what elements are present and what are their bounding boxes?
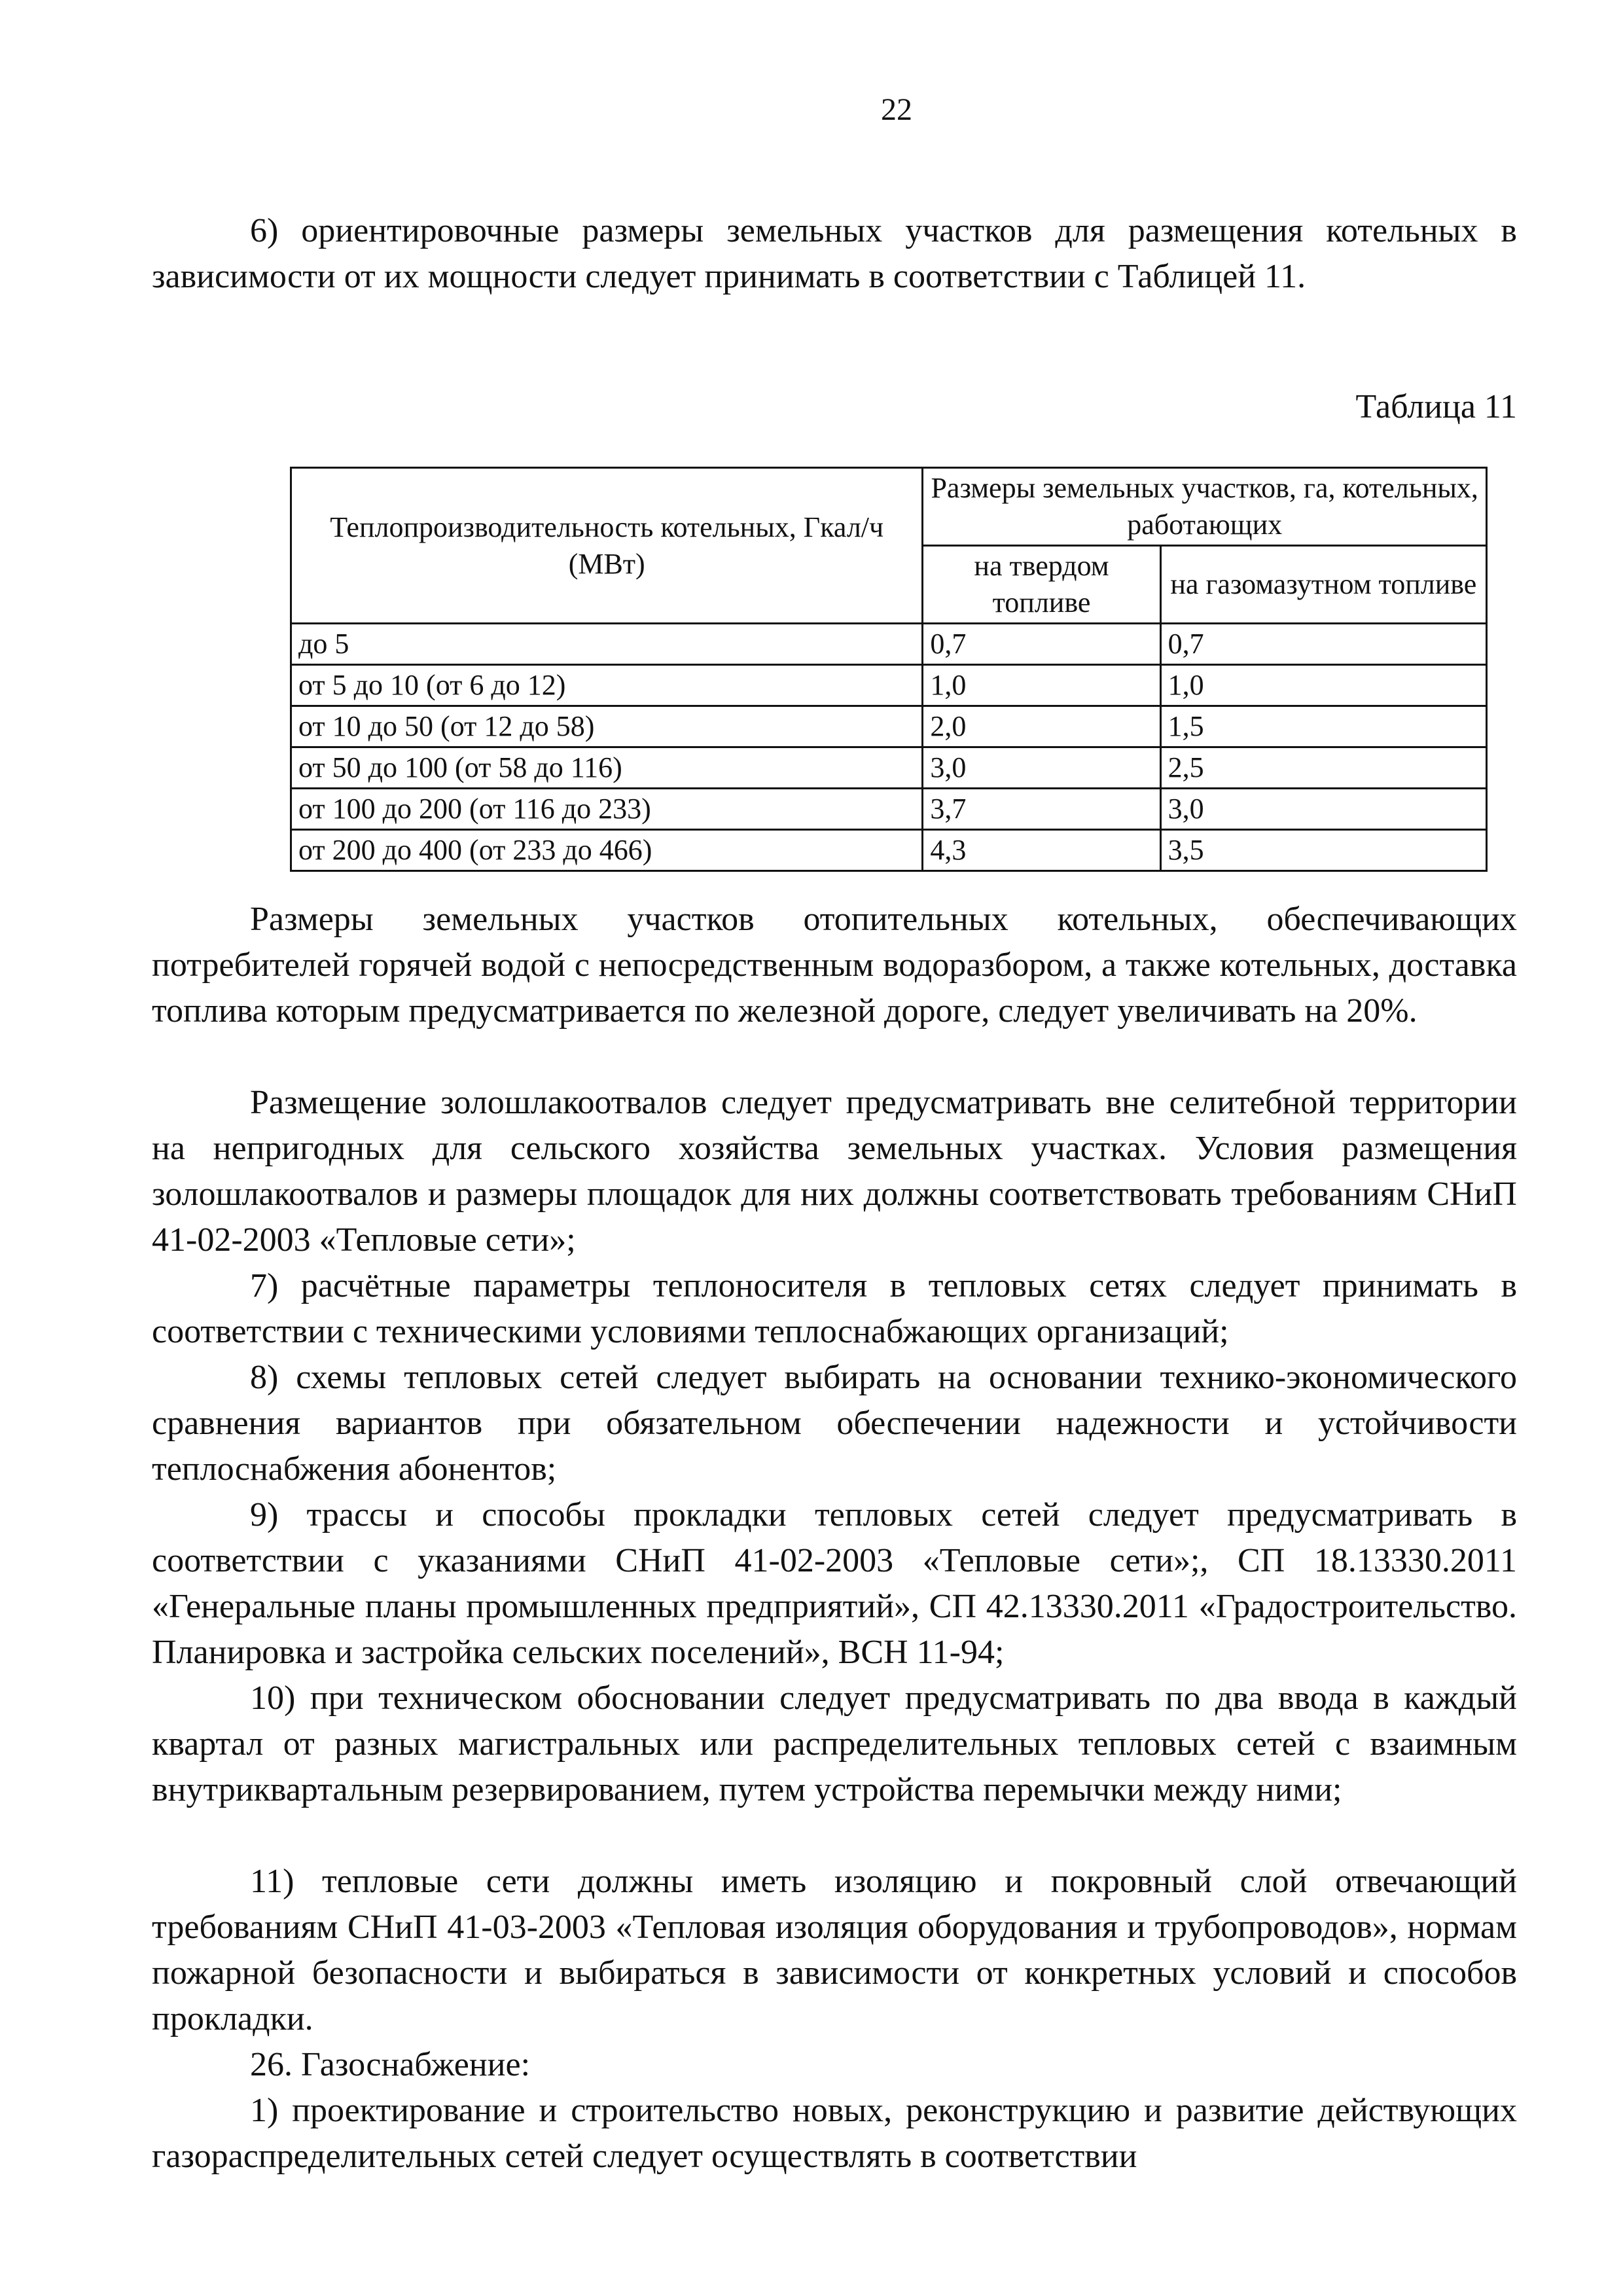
item-7-paragraph: 7) расчётные параметры теплоносителя в тепловых сетях следует принимать в соответствии с техническими условиями теплоснабжающих организаций;: [152, 1267, 1517, 1350]
capacity-cell: от 10 до 50 (от 12 до 58): [291, 706, 923, 747]
gas-supply-heading: 26. Газоснабжение:: [250, 2046, 531, 2083]
intro-paragraph: 6) ориентировочные размеры земельных участков для размещения котельных в зависимости от их мощности следует принимать в соответствии с Таблицей 11.: [152, 212, 1517, 295]
ash-dump-paragraph: Размещение золошлакоотвалов следует предусматривать вне селитебной территории на непригодных для сельского хозяйства земельных участках. Условия размещения золошлакоотвалов и размеры площадок для них должны соответствовать требованиям СНиП 41-02-2003 «Тепловые сети»;: [152, 1084, 1517, 1259]
gas-fuel-cell: 0,7: [1160, 624, 1486, 665]
table-row: [291, 665, 1487, 706]
solid-fuel-cell: 3,0: [923, 747, 1160, 789]
gas-item-1-paragraph: 1) проектирование и строительство новых, реконструкцию и развитие действующих газораспределительных сетей следует осуществлять в соответствии: [152, 2092, 1517, 2175]
solid-fuel-cell: 1,0: [923, 665, 1160, 706]
page-number: 22: [881, 92, 912, 127]
boiler-land-increase-paragraph: Размеры земельных участков отопительных котельных, обеспечивающих потребителей горячей водой с непосредственным водоразбором, а также котельных, доставка топлива которым предусматривается по железной дороге, следует увеличивать на 20%.: [152, 901, 1517, 1030]
item-8-paragraph: 8) схемы тепловых сетей следует выбирать на основании технико-экономического сравнения вариантов при обязательном обеспечении надежности и устойчивости теплоснабжения абонентов;: [152, 1359, 1517, 1488]
header-sizes: Размеры земельных участков, га, котельных, работающих: [923, 468, 1487, 546]
gas-fuel-cell: 1,0: [1160, 665, 1486, 706]
solid-fuel-cell: 3,7: [923, 789, 1160, 830]
table-row: [291, 789, 1487, 830]
capacity-cell: от 5 до 10 (от 6 до 12): [291, 665, 923, 706]
table-row: [291, 624, 1487, 665]
header-capacity: Теплопроизводительность котельных, Гкал/ч (МВт): [291, 468, 923, 624]
header-solid-fuel: на твердом топливе: [923, 546, 1160, 624]
item-10-paragraph: 10) при техническом обосновании следует предусматривать по два ввода в каждый квартал от разных магистральных или распределительных тепловых сетей с взаимным внутриквартальным резервированием, путем устройства перемычки между ними;: [152, 1679, 1517, 1808]
capacity-cell: до 5: [291, 624, 923, 665]
table-caption: Таблица 11: [1355, 388, 1517, 425]
solid-fuel-cell: 0,7: [923, 624, 1160, 665]
item-9-paragraph: 9) трассы и способы прокладки тепловых сетей следует предусматривать в соответствии с указаниями СНиП 41-02-2003 «Тепловые сети»;, СП 18.13330.2011 «Генеральные планы промышленных предприятий», СП 42.13330.2011 «Градостроительство. Планировка и застройка сельских поселений», ВСН 11-94;: [152, 1496, 1517, 1671]
header-gas-fuel: на газомазутном топливе: [1160, 546, 1486, 624]
gas-fuel-cell: 2,5: [1160, 747, 1486, 789]
solid-fuel-cell: 2,0: [923, 706, 1160, 747]
item-11-paragraph: 11) тепловые сети должны иметь изоляцию и покровный слой отвечающий требованиям СНиП 41-03-2003 «Тепловая изоляция оборудования и трубопроводов», нормам пожарной безопасности и выбираться в зависимости от конкретных условий и способов прокладки.: [152, 1863, 1517, 2037]
solid-fuel-cell: 4,3: [923, 830, 1160, 871]
table-row: [291, 747, 1487, 789]
table-row: [291, 830, 1487, 871]
gas-fuel-cell: 3,5: [1160, 830, 1486, 871]
capacity-cell: от 200 до 400 (от 233 до 466): [291, 830, 923, 871]
capacity-cell: от 50 до 100 (от 58 до 116): [291, 747, 923, 789]
table-row: [291, 706, 1487, 747]
gas-fuel-cell: 3,0: [1160, 789, 1486, 830]
gas-fuel-cell: 1,5: [1160, 706, 1486, 747]
capacity-cell: от 100 до 200 (от 116 до 233): [291, 789, 923, 830]
land-size-table: [290, 467, 1488, 872]
table-header-row: [291, 468, 1487, 546]
